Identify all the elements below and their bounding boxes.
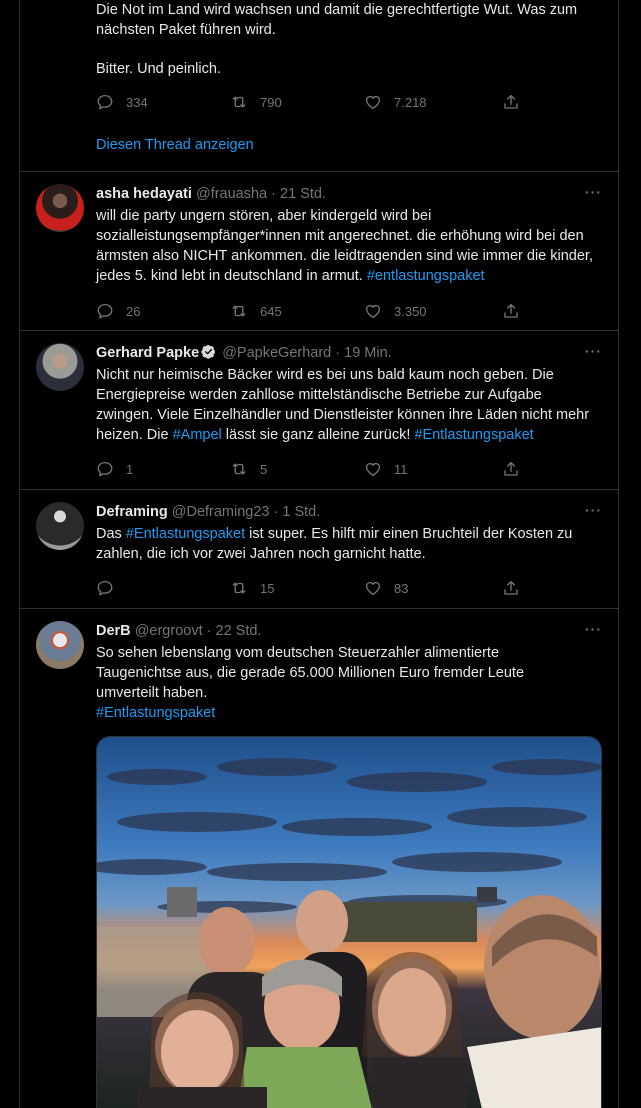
author-handle[interactable]: @ergroovt	[134, 623, 203, 639]
timestamp[interactable]: 1 Std.	[282, 504, 321, 520]
hashtag-link[interactable]: #Entlastungspaket	[125, 526, 246, 542]
separator-dot: ·	[335, 345, 341, 361]
tweet-header	[96, 343, 602, 363]
heart-icon	[364, 93, 382, 111]
timestamp[interactable]: 21 Std.	[280, 186, 326, 202]
retweet-icon	[230, 93, 248, 111]
show-thread-link[interactable]: Diesen Thread anzeigen	[96, 137, 254, 153]
tweet[interactable]	[20, 331, 618, 490]
retweet-icon	[230, 579, 248, 597]
tweet-text-line: nächsten Paket führen wird.	[96, 22, 276, 38]
tweet[interactable]	[20, 172, 618, 331]
reply-button[interactable]	[96, 459, 133, 479]
share-icon	[502, 302, 520, 320]
retweet-button[interactable]	[230, 92, 282, 112]
more-options-button[interactable]: ···	[585, 343, 602, 359]
share-icon	[502, 579, 520, 597]
like-button[interactable]	[364, 301, 427, 321]
retweet-count: 15	[260, 580, 275, 596]
hashtag-link[interactable]: #Ampel	[172, 427, 222, 443]
more-options-button[interactable]: ···	[585, 502, 602, 518]
tweet-text-line: Die Not im Land wird wachsen und damit die gerechtfertigte Wut. Was zum	[96, 2, 578, 18]
like-button[interactable]	[364, 578, 408, 598]
tweet-actions	[96, 459, 521, 479]
author-handle[interactable]: @frauasha	[195, 186, 268, 202]
share-button[interactable]	[502, 92, 520, 112]
like-count: 3.350	[394, 303, 427, 319]
share-icon	[502, 460, 520, 478]
reply-icon	[96, 302, 114, 320]
hashtag-link[interactable]: #entlastungspaket	[366, 268, 485, 284]
separator-dot: ·	[206, 623, 212, 639]
retweet-icon	[230, 302, 248, 320]
share-button[interactable]	[502, 578, 520, 598]
tweet-thread-tail[interactable]	[20, 0, 618, 172]
avatar[interactable]	[36, 184, 84, 232]
reply-count: 1	[126, 461, 134, 477]
reply-icon	[96, 579, 114, 597]
reply-button[interactable]	[96, 92, 148, 112]
share-button[interactable]	[502, 459, 520, 479]
tweet-actions	[96, 578, 521, 598]
retweet-button[interactable]	[230, 301, 282, 321]
author-name[interactable]: asha hedayati	[96, 186, 192, 202]
retweet-count: 5	[260, 461, 268, 477]
separator-dot: ·	[273, 504, 279, 520]
tweet-text: So sehen lebenslang vom deutschen Steuerzahler alimentierte Taugenichtse aus, die gerade 65.000 Millionen Euro fremder Leute umverteilt haben. #Entlastungspaket	[96, 643, 602, 723]
avatar[interactable]	[36, 343, 84, 391]
author-handle[interactable]: @Deframing23	[171, 504, 270, 520]
heart-icon	[364, 579, 382, 597]
retweet-button[interactable]	[230, 459, 267, 479]
reply-icon	[96, 93, 114, 111]
retweet-count: 790	[260, 94, 282, 110]
heart-icon	[364, 302, 382, 320]
avatar[interactable]	[36, 502, 84, 550]
heart-icon	[364, 460, 382, 478]
share-button[interactable]	[502, 301, 520, 321]
share-icon	[502, 93, 520, 111]
author-name[interactable]: Deframing	[96, 504, 168, 520]
timestamp[interactable]: 19 Min.	[344, 345, 392, 361]
separator-dot: ·	[271, 186, 276, 202]
tweet-header	[96, 621, 602, 641]
tweet-text-line: Bitter. Und peinlich.	[96, 61, 221, 77]
tweet-header	[96, 184, 602, 204]
timestamp[interactable]: 22 Std.	[215, 623, 262, 639]
tweet-header	[96, 502, 602, 522]
reply-button[interactable]	[96, 578, 126, 598]
tweet-text: Nicht nur heimische Bäcker wird es bei uns bald kaum noch geben. Die Energiepreise werden zahllose mittelständische Betriebe zur Aufgabe zwingen. Viele Einzelhändler und Dienstleister können ihre Läden nicht mehr heizen. Die #Ampel lässt sie ganz alleine zurück! #Entlastungspaket	[96, 367, 590, 443]
like-count: 7.218	[394, 94, 427, 110]
retweet-count: 645	[260, 303, 282, 319]
like-button[interactable]	[364, 459, 408, 479]
tweet-actions	[96, 301, 521, 321]
tweet-text: Das #Entlastungspaket ist super. Es hilft mir einen Bruchteil der Kosten zu zahlen, die ich vor zwei Jahren noch garnicht hatte.	[96, 526, 573, 562]
author-name[interactable]: DerB	[96, 623, 131, 639]
tweet-media-photo[interactable]	[96, 736, 602, 1108]
author-name[interactable]: Gerhard Papke	[96, 345, 200, 361]
reply-count: 26	[126, 303, 141, 319]
verified-badge-icon	[201, 344, 216, 359]
like-count: 83	[394, 580, 409, 596]
timeline	[19, 0, 619, 1108]
avatar[interactable]	[36, 621, 84, 669]
reply-button[interactable]	[96, 301, 140, 321]
reply-count: 334	[126, 94, 148, 110]
group-photo-image	[97, 737, 602, 1108]
more-options-button[interactable]: ···	[585, 621, 602, 637]
tweet-actions	[96, 92, 521, 112]
retweet-button[interactable]	[230, 578, 274, 598]
tweet-text: will die party ungern stören, aber kindergeld wird bei sozialleistungsempfänger*innen mit angerechnet. die erhöhung wird bei den ärmsten also NICHT ankommen. die leidtragenden sind wie immer die kinder, jedes 5. kind lebt in deutschland in armut. #entlastungspaket	[96, 208, 593, 284]
retweet-icon	[230, 460, 248, 478]
like-count: 11	[394, 461, 408, 477]
hashtag-link[interactable]: #Entlastungspaket	[414, 427, 534, 443]
author-handle[interactable]: @PapkeGerhard	[222, 345, 332, 361]
tweet[interactable]	[20, 490, 618, 609]
reply-icon	[96, 460, 114, 478]
like-button[interactable]	[364, 92, 427, 112]
hashtag-link[interactable]: #Entlastungspaket	[96, 705, 216, 721]
more-options-button[interactable]: ···	[585, 184, 602, 200]
